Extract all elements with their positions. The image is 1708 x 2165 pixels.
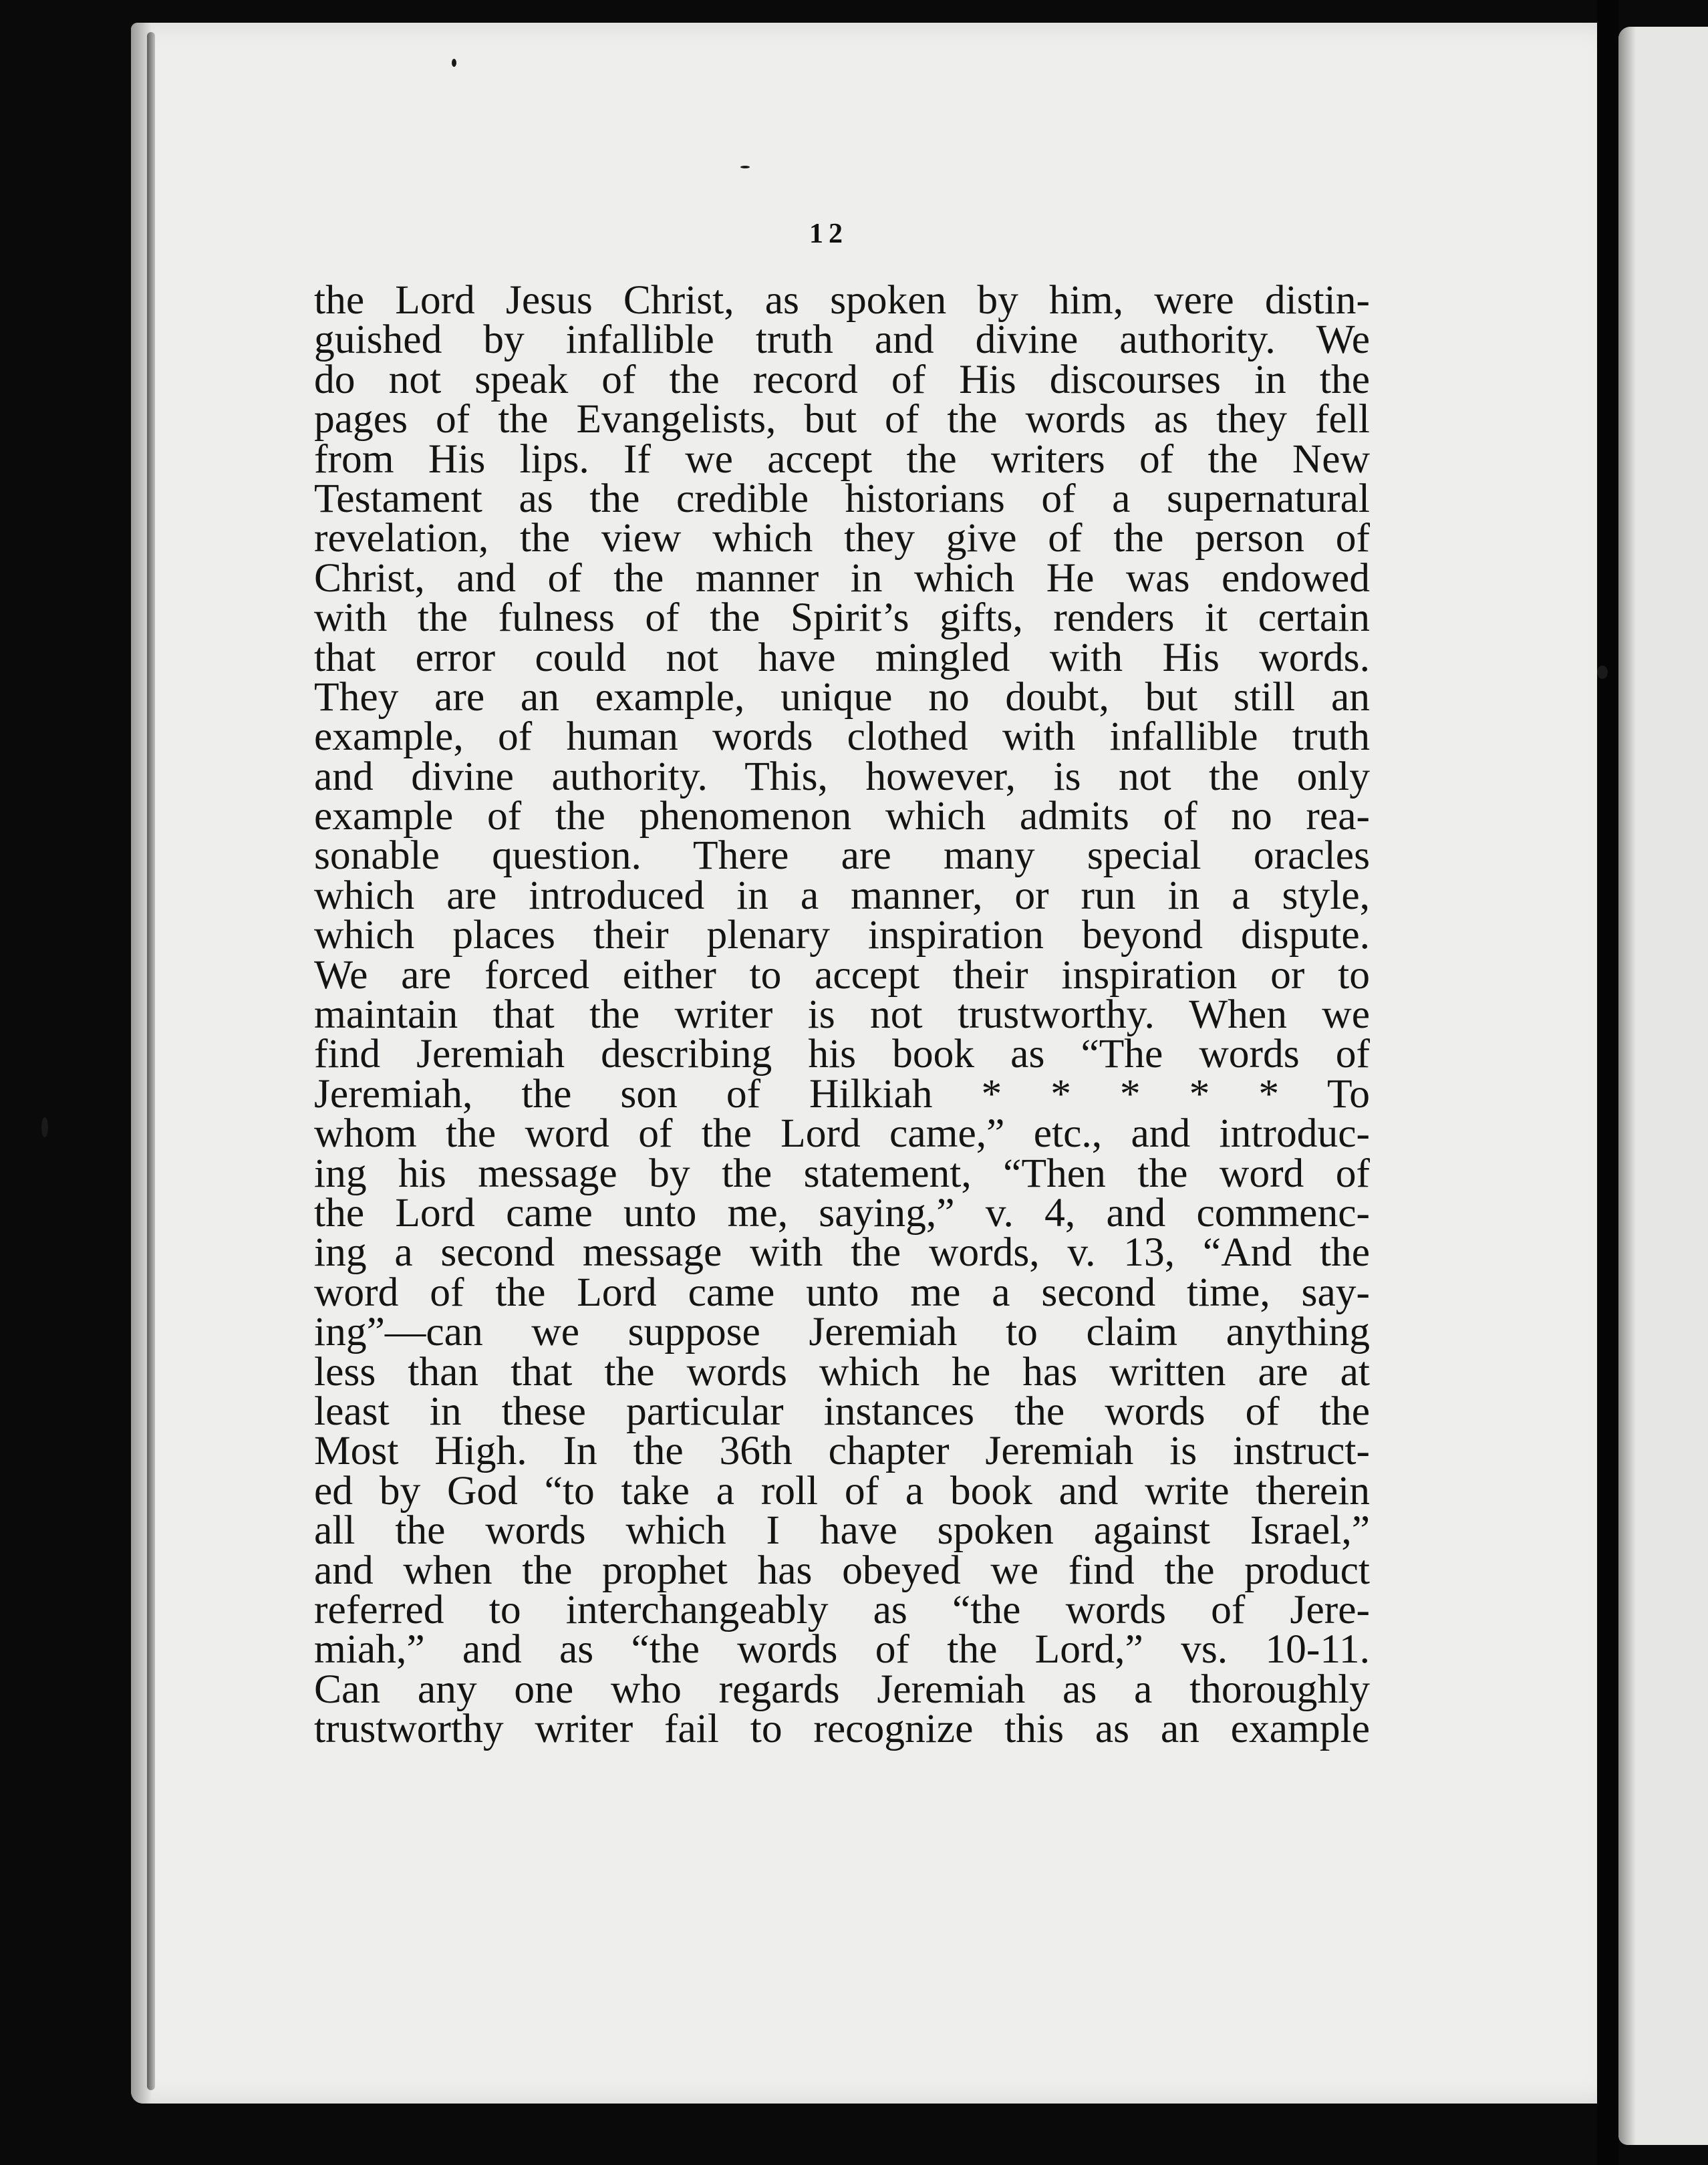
text-line: the Lord Jesus Christ, as spoken by him, were distin- xyxy=(314,277,1370,323)
ink-speck xyxy=(41,1117,48,1137)
text-line: example, of human words clothed with infallible truth xyxy=(314,714,1370,760)
ink-speck xyxy=(452,59,456,67)
text-line: maintain that the writer is not trustworthy. When we xyxy=(314,992,1370,1038)
text-line: which places their plenary inspiration beyond dispute. xyxy=(314,912,1370,958)
facing-page-shadow xyxy=(1618,27,1636,2145)
text-line: We are forced either to accept their inspiration or to xyxy=(314,952,1370,998)
text-line: Christ, and of the manner in which He was endowed xyxy=(314,555,1370,601)
text-line: which are introduced in a manner, or run in a style, xyxy=(314,872,1370,918)
text-line: revelation, the view which they give of the person of xyxy=(314,515,1370,561)
text-line: whom the word of the Lord came,” etc., and introduc- xyxy=(314,1111,1370,1157)
text-line: less than that the words which he has written are at xyxy=(314,1348,1370,1395)
text-line: ing a second message with the words, v. 13, “And the xyxy=(314,1230,1370,1276)
text-line: and when the prophet has obeyed we find the product xyxy=(314,1547,1370,1593)
text-line: with the fulness of the Spirit’s gifts, renders it certain xyxy=(314,595,1370,641)
text-line: from His lips. If we accept the writers of the New xyxy=(314,436,1370,482)
text-line: miah,” and as “the words of the Lord,” vs. 10-11. xyxy=(314,1626,1370,1673)
text-line: ed by God “to take a roll of a book and write therein xyxy=(314,1467,1370,1513)
text-line: least in these particular instances the words of the xyxy=(314,1388,1370,1434)
text-line: guished by infallible truth and divine authority. We xyxy=(314,317,1370,363)
text-line: sonable question. There are many special oracles xyxy=(314,833,1370,879)
text-line: referred to interchangeably as “the words of Jere- xyxy=(314,1586,1370,1632)
text-line: ing”—can we suppose Jeremiah to claim anything xyxy=(314,1309,1370,1355)
text-line: example of the phenomenon which admits of no rea- xyxy=(314,793,1370,839)
text-line: find Jeremiah describing his book as “The words of xyxy=(314,1031,1370,1077)
book-gutter xyxy=(1597,0,1618,2165)
ink-speck xyxy=(1597,666,1608,679)
text-line: Testament as the credible historians of a supernatural xyxy=(314,475,1370,521)
page-body-text xyxy=(314,277,1370,1752)
text-line: the Lord came unto me, saying,” v. 4, and commenc- xyxy=(314,1189,1370,1236)
text-line: word of the Lord came unto me a second time, say- xyxy=(314,1269,1370,1315)
text-line: They are an example, unique no doubt, but still an xyxy=(314,674,1370,720)
text-line: trustworthy writer fail to recognize this as an example xyxy=(314,1706,1370,1752)
text-line: Can any one who regards Jeremiah as a thoroughly xyxy=(314,1666,1370,1712)
text-line: pages of the Evangelists, but of the words as they fell xyxy=(314,396,1370,442)
page-number: 12 xyxy=(809,219,848,249)
page-inner-edge xyxy=(147,32,155,2090)
text-line: Jeremiah, the son of Hilkiah * * * * * To xyxy=(314,1070,1370,1117)
text-line: that error could not have mingled with His words. xyxy=(314,634,1370,680)
text-line: Most High. In the 36th chapter Jeremiah is instruct- xyxy=(314,1428,1370,1474)
text-line: do not speak of the record of His discourses in the xyxy=(314,356,1370,402)
text-line: all the words which I have spoken against Israel,” xyxy=(314,1507,1370,1554)
text-line: ing his message by the statement, “Then the word of xyxy=(314,1150,1370,1196)
ink-speck xyxy=(740,166,750,168)
text-line: and divine authority. This, however, is not the only xyxy=(314,753,1370,799)
